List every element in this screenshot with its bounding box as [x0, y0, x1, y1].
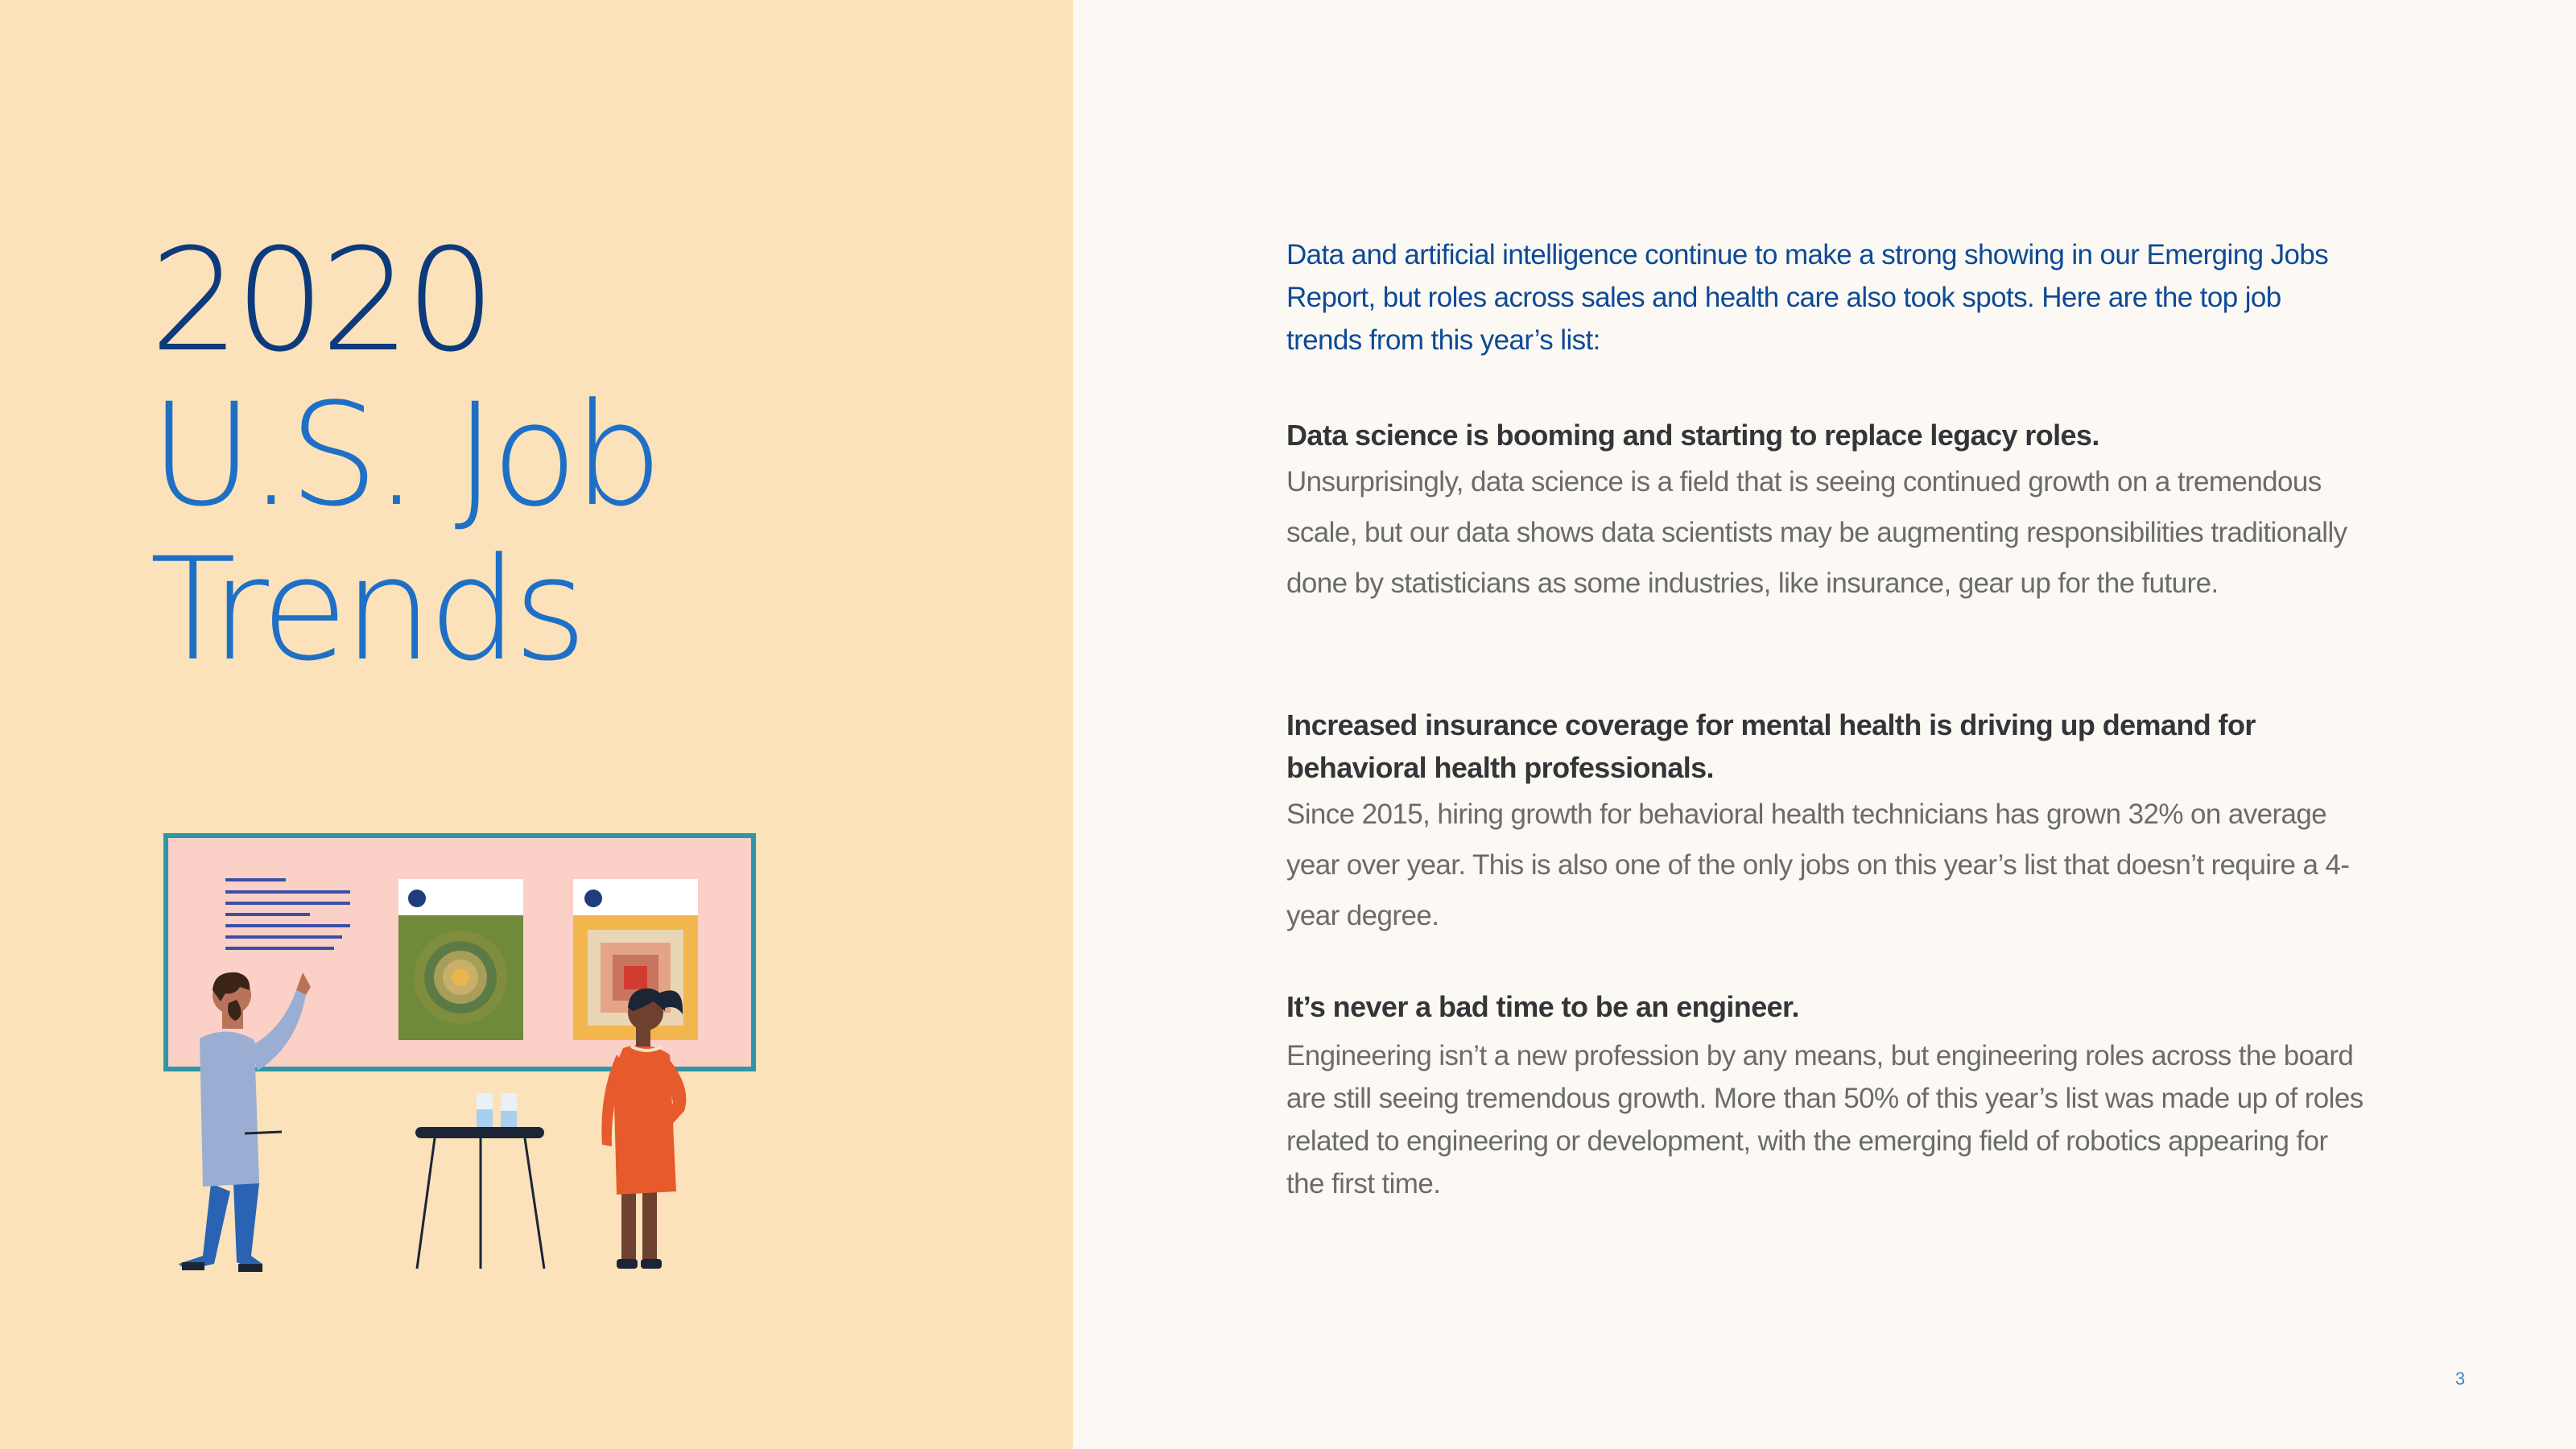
board-card-circles — [398, 879, 523, 1040]
trend-section-data-science — [1286, 414, 2365, 609]
trend-body: Since 2015, hiring growth for behavioral health technicians has grown 32% on average year over year. This is also one of the only jobs on this year’s list that doesn’t require a 4-year degree. — [1286, 799, 2350, 931]
intro-paragraph: Data and artificial intelligence continue to make a strong showing in our Emerging Jobs Report, but roles across sales and health care also took spots. Here are the top job trends from this year’s list: — [1286, 239, 2329, 356]
title-line-1: U.S. Job — [150, 373, 658, 538]
title-year: 2020 — [150, 218, 491, 383]
page-title — [150, 218, 658, 692]
trend-body: Engineering isn’t a new profession by any means, but engineering roles across the board are still seeing tremendous growth. More than 50% of this year’s list was made up of roles related to engineering or development, with the emerging field of robotics appearing for the first time. — [1286, 1040, 2363, 1199]
page-number: 3 — [2455, 1368, 2466, 1389]
trend-heading: Data science is booming and starting to replace legacy roles. — [1286, 419, 2099, 452]
trend-body: Unsurprisingly, data science is a field that is seeing continued growth on a tremendous scale, but our data shows data scientists may be augmenting responsibilities traditionally done by statisticians as some industries, like insurance, gear up for the future. — [1286, 466, 2347, 599]
presentation-illustration — [161, 829, 773, 1280]
trend-section-behavioral-health — [1286, 704, 2365, 941]
left-panel — [0, 0, 1073, 1449]
side-table — [415, 1093, 544, 1269]
trend-heading: Increased insurance coverage for mental health is driving up demand for behavioral health professionals. — [1286, 708, 2256, 784]
trend-heading: It’s never a bad time to be an engineer. — [1286, 990, 1799, 1023]
trend-section-engineering — [1286, 985, 2365, 1205]
title-line-2: Trends — [150, 527, 583, 692]
